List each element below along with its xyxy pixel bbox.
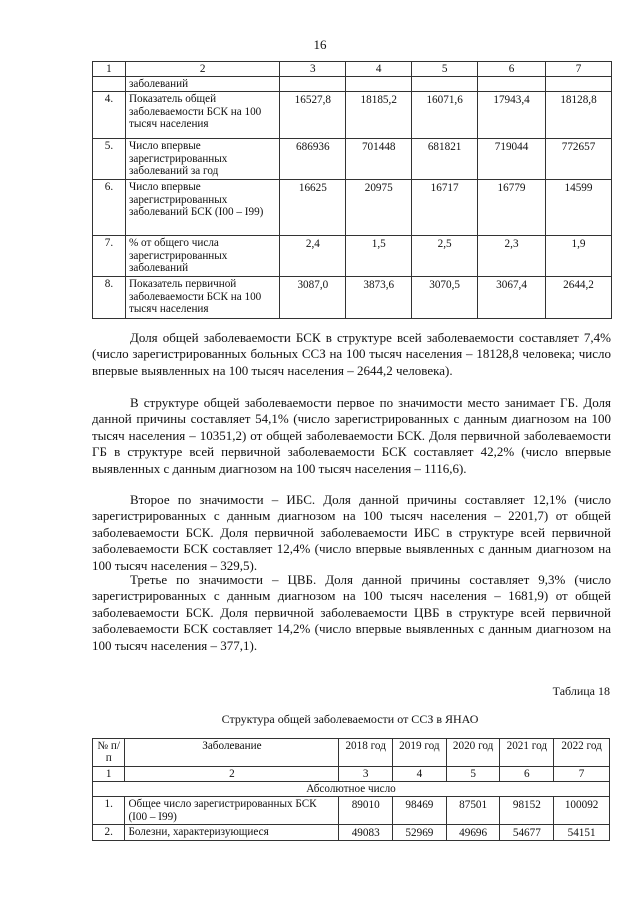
table-cell: 98152	[500, 797, 554, 824]
table-cell	[346, 77, 412, 92]
table-cell: 87501	[446, 797, 500, 824]
table-cell: 3	[339, 767, 393, 782]
table-row	[93, 139, 612, 180]
row-label: Число впервые зарегистрированных заболеваний БСК (I00 – I99)	[125, 180, 279, 236]
table-cell: 14599	[546, 180, 612, 236]
table-cell: 54677	[500, 824, 554, 840]
table-cell: 18185,2	[346, 92, 412, 139]
table-cell: 18128,8	[546, 92, 612, 139]
row-label: заболеваний	[125, 77, 279, 92]
paragraph: Доля общей заболеваемости БСК в структуре всей заболеваемости составляет 7,4% (число зарегистрированных больных ССЗ на 100 тысяч населения – 18128,8 человека; число впервые выявленных на 100 тысяч населения – 2644,2 человека).	[92, 330, 611, 378]
row-label: Общее число зарегистрированных БСК (I00 – I99)	[125, 797, 339, 824]
header-cell: Заболевание	[125, 739, 339, 767]
table-continued	[92, 61, 612, 319]
table-row	[93, 92, 612, 139]
table-cell	[478, 77, 546, 92]
row-label: Показатель первичной заболеваемости БСК на 100 тысяч населения	[125, 277, 279, 319]
table-cell: 16071,6	[412, 92, 478, 139]
table-cell: 4	[346, 62, 412, 77]
table-cell: 4	[393, 767, 447, 782]
table-cell: 701448	[346, 139, 412, 180]
table-cell: 1,5	[346, 236, 412, 277]
table-cell: 17943,4	[478, 92, 546, 139]
table-cell: 98469	[393, 797, 447, 824]
table-cell: 3087,0	[280, 277, 346, 319]
table-cell: 49696	[446, 824, 500, 840]
section-header: Абсолютное число	[93, 782, 610, 797]
page-number: 16	[313, 37, 327, 52]
table-column-numbers-row	[93, 62, 612, 77]
header-cell: 2021 год	[500, 739, 554, 767]
table-row	[93, 180, 612, 236]
table-cell: 16779	[478, 180, 546, 236]
table-cell: 16527,8	[280, 92, 346, 139]
table-cell	[546, 77, 612, 92]
table-title: Структура общей заболеваемости от ССЗ в ЯНАО	[221, 712, 479, 726]
table-cell: 16625	[280, 180, 346, 236]
table-cell: 52969	[393, 824, 447, 840]
table-cell: 2,5	[412, 236, 478, 277]
table-cell: 3873,6	[346, 277, 412, 319]
table-cell: 681821	[412, 139, 478, 180]
table-cell: 2,3	[478, 236, 546, 277]
row-number: 4.	[93, 92, 126, 139]
table-label: Таблица 18	[552, 684, 610, 698]
row-label: Болезни, характеризующиеся	[125, 824, 339, 840]
row-label: % от общего числа зарегистрированных заболеваний	[125, 236, 279, 277]
table-cell: 2,4	[280, 236, 346, 277]
table-cell: 20975	[346, 180, 412, 236]
table-cell	[412, 77, 478, 92]
paragraph: Третье по значимости – ЦВБ. Доля данной причины составляет 9,3% (число зарегистрированных с данным диагнозом на 100 тысяч населения – 1681,9) от общей заболеваемости БСК. Доля первичной заболеваемости ЦВБ в структуре всей первичной заболеваемости БСК составляет 14,2% (число впервые выявленных с данным диагнозом на 100 тысяч населения – 377,1).	[92, 572, 611, 653]
table-cell: 7	[554, 767, 610, 782]
table-cell: 100092	[554, 797, 610, 824]
row-number: 5.	[93, 139, 126, 180]
table-row	[93, 797, 610, 824]
paragraph: Второе по значимости – ИБС. Доля данной причины составляет 12,1% (число зарегистрированных с данным диагнозом на 100 тысяч населения – 2201,7) от общей заболеваемости БСК. Доля первичной заболеваемости ИБС в структуре всей первичной заболеваемости БСК составляет 12,4% (число впервые выявленных с данным диагнозом на 100 тысяч населения – 329,5).	[92, 492, 611, 573]
table-cell: 3	[280, 62, 346, 77]
table-cell: 7	[546, 62, 612, 77]
table-column-numbers-row	[93, 767, 610, 782]
table-row	[93, 236, 612, 277]
table-cell: 16717	[412, 180, 478, 236]
table-cell: 1	[93, 62, 126, 77]
table-cell: 686936	[280, 139, 346, 180]
header-cell: 2020 год	[446, 739, 500, 767]
table-18	[92, 738, 610, 841]
header-cell: № п/п	[93, 739, 125, 767]
table-cell	[280, 77, 346, 92]
table-header-row	[93, 739, 610, 767]
table-cell: 2	[125, 767, 339, 782]
table-cell: 2644,2	[546, 277, 612, 319]
row-number: 8.	[93, 277, 126, 319]
table-section-row	[93, 782, 610, 797]
row-number: 6.	[93, 180, 126, 236]
row-number	[93, 77, 126, 92]
table-cell: 6	[500, 767, 554, 782]
table-cell: 1,9	[546, 236, 612, 277]
table-cell: 3067,4	[478, 277, 546, 319]
table-cell: 2	[125, 62, 279, 77]
table-row	[93, 824, 610, 840]
row-number: 2.	[93, 824, 125, 840]
row-number: 7.	[93, 236, 126, 277]
table-cell: 54151	[554, 824, 610, 840]
row-number: 1.	[93, 797, 125, 824]
table-cell: 49083	[339, 824, 393, 840]
row-label: Число впервые зарегистрированных заболеваний за год	[125, 139, 279, 180]
header-cell: 2019 год	[393, 739, 447, 767]
table-cell: 5	[412, 62, 478, 77]
table-cell: 772657	[546, 139, 612, 180]
row-label: Показатель общей заболеваемости БСК на 100 тысяч населения	[125, 92, 279, 139]
header-cell: 2018 год	[339, 739, 393, 767]
table-cell: 6	[478, 62, 546, 77]
table-cell: 5	[446, 767, 500, 782]
table-cell: 1	[93, 767, 125, 782]
table-cell: 3070,5	[412, 277, 478, 319]
table-cell: 719044	[478, 139, 546, 180]
table-cell: 89010	[339, 797, 393, 824]
table-row	[93, 277, 612, 319]
paragraph: В структуре общей заболеваемости первое по значимости место занимает ГБ. Доля данной причины составляет 54,1% (число зарегистрированных с данным диагнозом на 100 тысяч населения – 10351,2) от общей заболеваемости БСК. Доля первичной заболеваемости ГБ в структуре всей первичной заболеваемости БСК составляет 42,2% (число впервые выявленных с данным диагнозом на 100 тысяч населения – 1116,6).	[92, 395, 611, 476]
header-cell: 2022 год	[554, 739, 610, 767]
table-row	[93, 77, 612, 92]
